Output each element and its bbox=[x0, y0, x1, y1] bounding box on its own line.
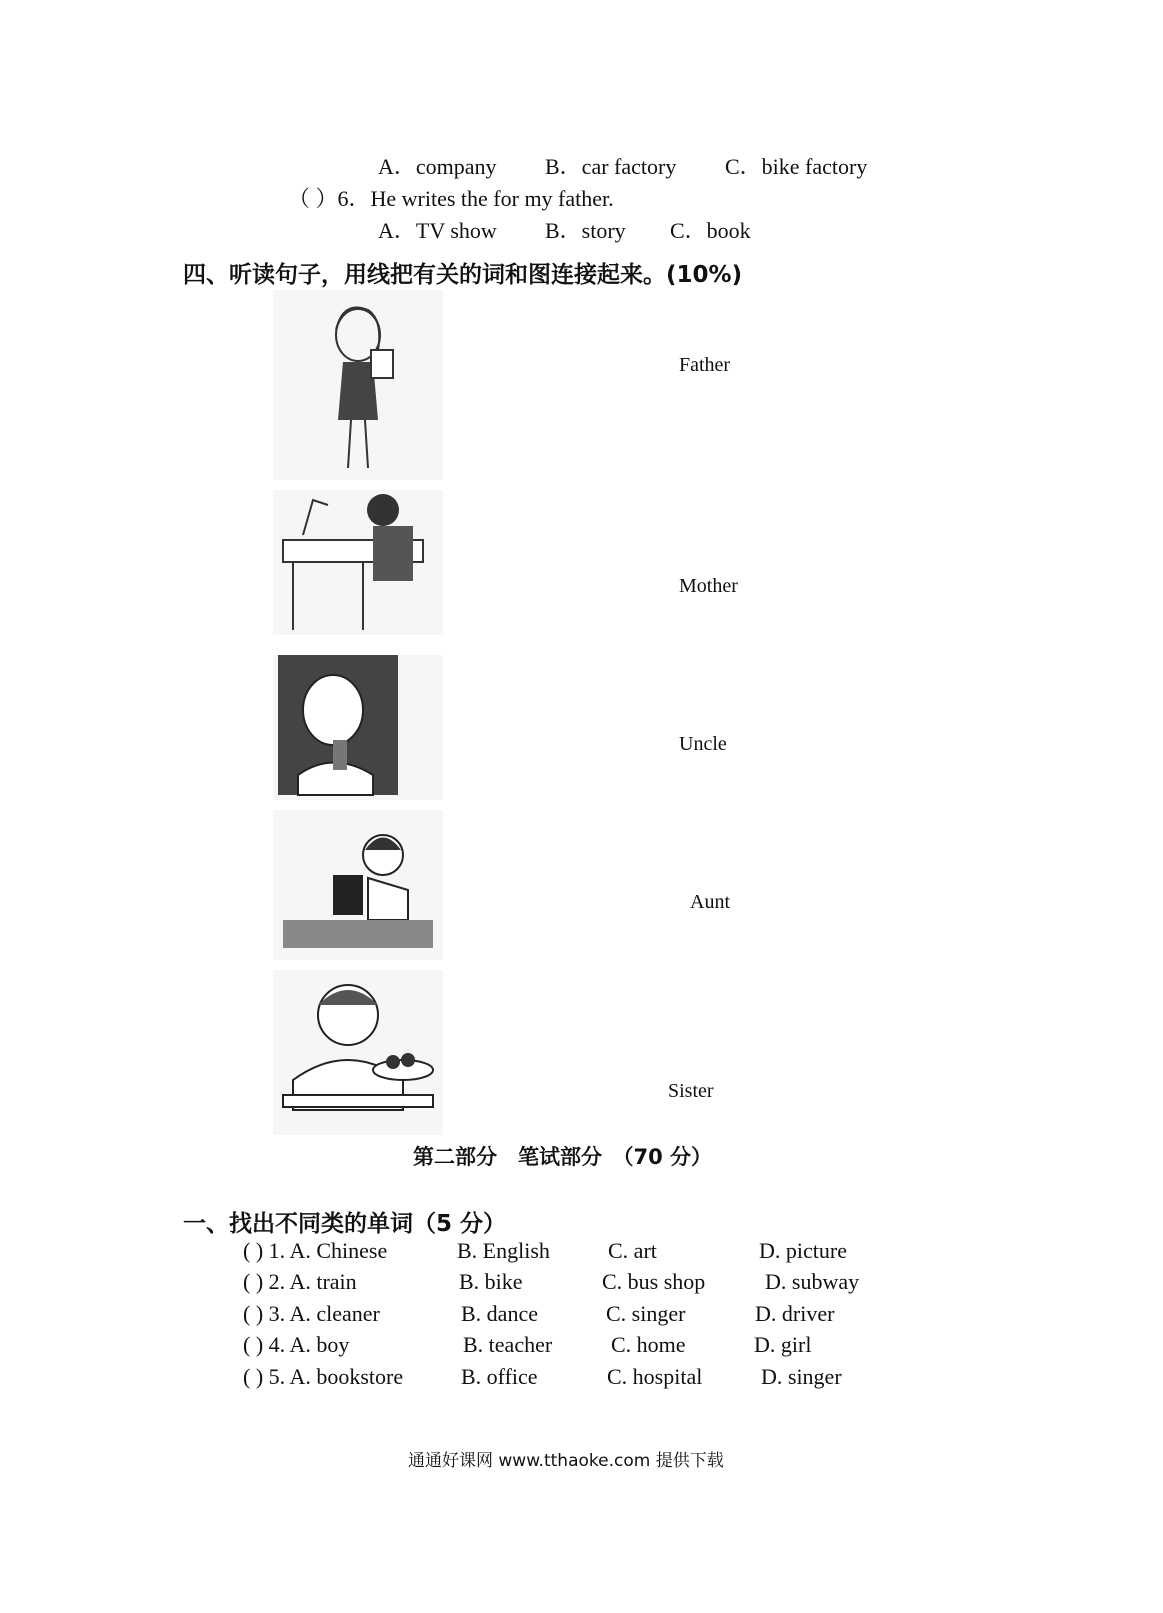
row-4-d: D. girl bbox=[754, 1332, 812, 1357]
row-3-b: B. dance bbox=[461, 1301, 538, 1326]
row-4-a: ( ) 4. A. boy bbox=[243, 1332, 350, 1357]
woman-with-phone-picture bbox=[273, 655, 443, 800]
row-1-d: D. picture bbox=[759, 1238, 847, 1263]
row-2-d: D. subway bbox=[765, 1269, 860, 1294]
word-sister: Sister bbox=[668, 1080, 714, 1102]
q5-option-b: B．car factory bbox=[545, 154, 677, 179]
row-5-c: C. hospital bbox=[607, 1364, 703, 1389]
row-5-a: ( ) 5. A. bookstore bbox=[243, 1364, 404, 1389]
q5-option-c: C．bike factory bbox=[725, 154, 868, 179]
q6-option-b: B．story bbox=[545, 218, 626, 243]
row-3-a: ( ) 3. A. cleaner bbox=[243, 1301, 380, 1326]
man-with-scale-picture bbox=[273, 970, 443, 1135]
row-2-c: C. bus shop bbox=[602, 1269, 706, 1294]
word-aunt: Aunt bbox=[690, 891, 730, 913]
word-mother: Mother bbox=[679, 575, 738, 597]
q5-option-a: A．company bbox=[378, 154, 497, 179]
row-1-a: ( ) 1. A. Chinese bbox=[243, 1238, 388, 1263]
q6-option-c: C．book bbox=[670, 218, 751, 243]
row-5-b: B. office bbox=[461, 1364, 538, 1389]
woman-with-clipboard-picture bbox=[273, 290, 443, 480]
girl-at-counter-picture bbox=[273, 810, 443, 960]
man-at-desk-picture bbox=[273, 490, 443, 635]
section4-title: 四、听读句子，用线把有关的词和图连接起来。(10%) bbox=[183, 262, 743, 288]
part2-title: 第二部分 笔试部分 （70 分） bbox=[413, 1145, 713, 1169]
row-2-a: ( ) 2. A. train bbox=[243, 1269, 357, 1294]
word-father: Father bbox=[679, 354, 731, 376]
row-2-b: B. bike bbox=[459, 1269, 523, 1294]
row-5-d: D. singer bbox=[761, 1364, 842, 1389]
word-uncle: Uncle bbox=[679, 733, 727, 755]
footer-text: 通通好课网 www.tthaoke.com 提供下载 bbox=[408, 1451, 724, 1471]
row-3-d: D. driver bbox=[755, 1301, 835, 1326]
question-6: （ ）6．He writes the for my father. bbox=[288, 186, 614, 211]
row-1-b: B. English bbox=[457, 1238, 550, 1263]
row-4-b: B. teacher bbox=[463, 1332, 553, 1357]
row-3-c: C. singer bbox=[606, 1301, 686, 1326]
row-1-c: C. art bbox=[608, 1238, 657, 1263]
section1-title: 一、找出不同类的单词（5 分） bbox=[183, 1211, 507, 1237]
row-4-c: C. home bbox=[611, 1332, 686, 1357]
q6-option-a: A．TV show bbox=[378, 218, 497, 243]
